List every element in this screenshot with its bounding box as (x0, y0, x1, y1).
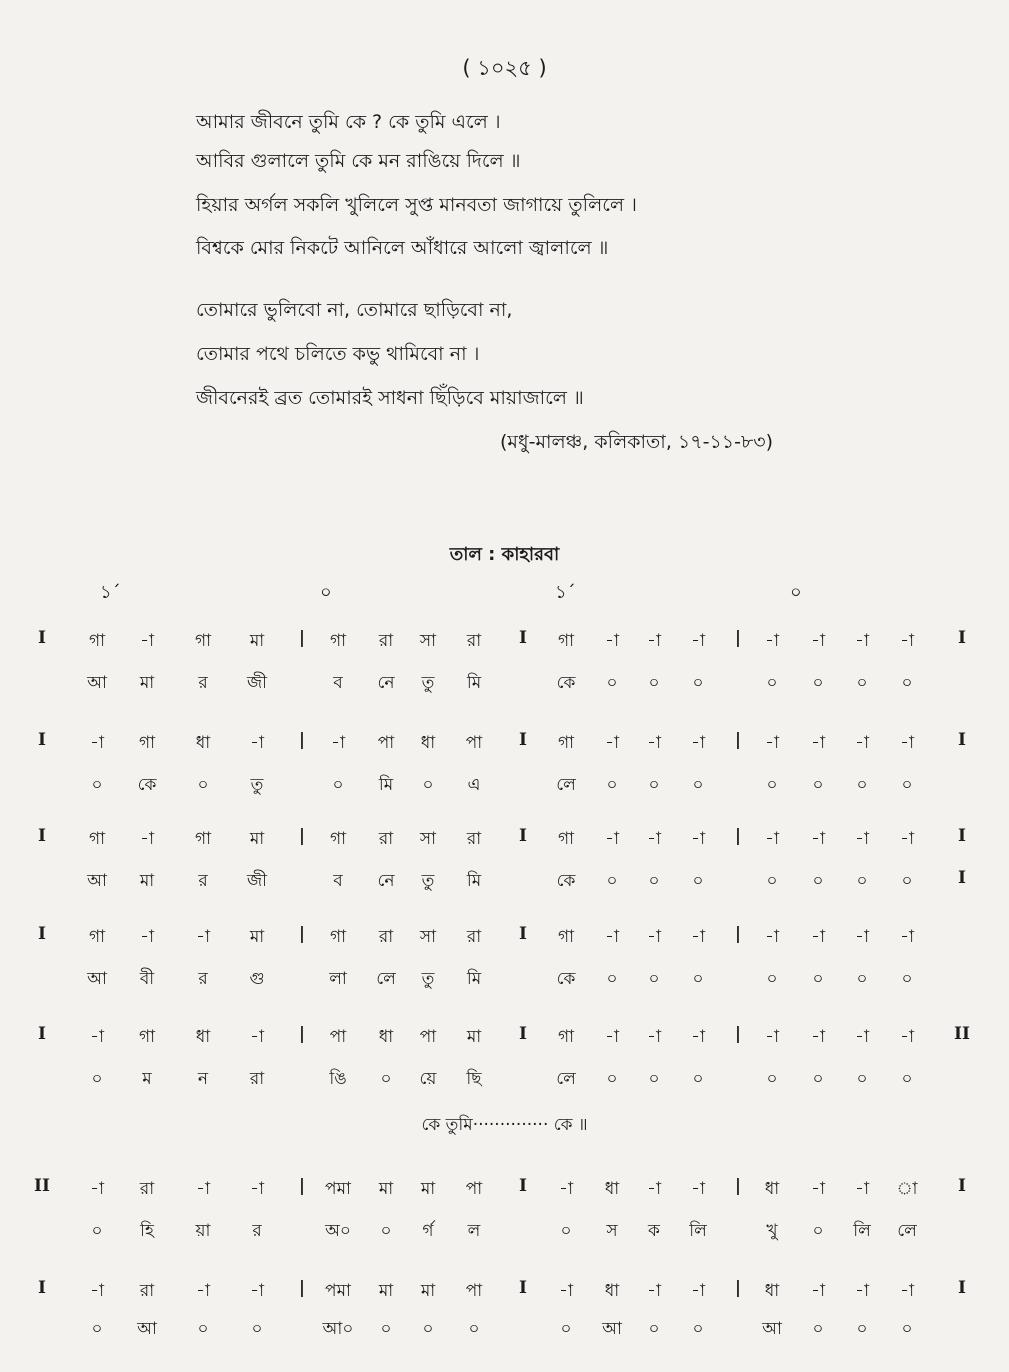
swar-note: -া (900, 631, 914, 651)
swar-note: -া (647, 1027, 661, 1047)
swar-note: -া (647, 1281, 661, 1301)
swar-note: -া (196, 1281, 210, 1301)
lyric-syllable: তু (250, 775, 264, 795)
lyric-syllable: ০ (648, 969, 660, 989)
swar-note: -া (811, 631, 825, 651)
bar-line: I (958, 826, 966, 846)
bar-line: I (38, 1278, 46, 1298)
stanza1-line-2: আবির গুলালে তুমি কে মন রাঙিয়ে দিলে ॥ (196, 150, 521, 172)
lyric-syllable: আ (87, 969, 107, 989)
lyric-syllable: ০ (766, 775, 778, 795)
swar-note: মা (249, 927, 265, 947)
swar-note: -া (647, 733, 661, 753)
swar-note: পা (465, 1179, 483, 1199)
swar-note: -া (140, 829, 154, 849)
lyric-syllable: অ০ (325, 1221, 351, 1241)
swar-note: গা (329, 927, 347, 947)
swar-note: -া (250, 733, 264, 753)
bar-line: I (519, 1278, 527, 1298)
swar-note: মা (378, 1281, 394, 1301)
lyric-row (0, 1316, 1009, 1350)
lyric-syllable: ০ (422, 1319, 434, 1339)
swar-note: -া (765, 829, 779, 849)
bar-line: I (958, 1176, 966, 1196)
swar-note: -া (811, 733, 825, 753)
lyric-syllable: ০ (812, 1221, 824, 1241)
swar-note: -া (559, 1281, 573, 1301)
lyric-syllable: ০ (766, 969, 778, 989)
bar-line: | (734, 1176, 742, 1196)
lyric-syllable: রা (249, 1069, 265, 1089)
swar-note: পা (419, 1027, 437, 1047)
lyric-syllable: মি (466, 871, 482, 891)
swar-note: গা (557, 733, 575, 753)
page-number: ( ১০২৫ ) (462, 56, 547, 80)
beat-marker: ১´ (100, 582, 121, 603)
lyric-syllable: ০ (856, 1069, 868, 1089)
bar-line: I (958, 868, 966, 888)
swar-note: -া (140, 631, 154, 651)
swar-row (0, 730, 1009, 764)
swar-note: -া (691, 927, 705, 947)
lyric-syllable: য়ে (419, 1069, 437, 1089)
swar-note: -া (855, 733, 869, 753)
swar-note: রা (466, 631, 482, 651)
lyric-syllable: ০ (901, 1069, 913, 1089)
swar-note: পা (329, 1027, 347, 1047)
swar-note: ধা (195, 1027, 211, 1047)
lyric-syllable: ০ (812, 775, 824, 795)
lyric-syllable: ০ (812, 969, 824, 989)
swar-note: -া (811, 927, 825, 947)
lyric-syllable: মি (466, 673, 482, 693)
lyric-syllable: বী (139, 969, 155, 989)
lyric-row (0, 670, 1009, 704)
swar-row (0, 1176, 1009, 1210)
lyric-syllable: জী (246, 871, 268, 891)
swar-note: -া (559, 1179, 573, 1199)
swar-note: -া (855, 1179, 869, 1199)
swar-note: পমা (325, 1281, 351, 1301)
lyric-syllable: মি (378, 775, 394, 795)
lyric-syllable: ০ (856, 775, 868, 795)
lyric-syllable: ০ (332, 775, 344, 795)
lyric-syllable: ০ (91, 1319, 103, 1339)
swar-note: মা (249, 631, 265, 651)
lyric-syllable: ০ (648, 1319, 660, 1339)
swar-note: রা (139, 1179, 155, 1199)
swar-note: -া (250, 1027, 264, 1047)
lyric-syllable: লে (897, 1221, 917, 1241)
swar-note: -া (765, 631, 779, 651)
lyric-syllable: ০ (812, 1069, 824, 1089)
swar-note: -া (900, 733, 914, 753)
bar-line: | (734, 924, 742, 944)
lyric-row (0, 1218, 1009, 1252)
swar-note: গা (88, 631, 106, 651)
lyric-syllable: জী (246, 673, 268, 693)
lyric-syllable: লা (329, 969, 347, 989)
lyric-syllable: ন (197, 1069, 209, 1089)
refrain-line: কে তুমি·············· কে ॥ (421, 1115, 588, 1135)
swar-note: সা (419, 927, 437, 947)
swar-note: পা (377, 733, 395, 753)
swar-note: -া (900, 927, 914, 947)
swar-note: -া (196, 927, 210, 947)
lyric-syllable: লি (853, 1221, 871, 1241)
bar-line: | (298, 1024, 306, 1044)
swar-row (0, 924, 1009, 958)
lyric-syllable: কে (556, 969, 576, 989)
beat-marker: ১´ (555, 582, 576, 603)
bar-line: I (38, 1024, 46, 1044)
lyric-syllable: ০ (856, 673, 868, 693)
swar-note: ধা (604, 1281, 620, 1301)
signature: (মধু-মালঞ্চ, কলিকাতা, ১৭-১১-৮৩) (500, 431, 774, 453)
lyric-syllable: ০ (380, 1069, 392, 1089)
lyric-syllable: কে (556, 871, 576, 891)
lyric-syllable: ০ (197, 775, 209, 795)
swar-note: গা (88, 927, 106, 947)
swar-note: গা (194, 829, 212, 849)
bar-line: I (958, 730, 966, 750)
lyric-syllable: ০ (606, 775, 618, 795)
swar-note: ধা (378, 1027, 394, 1047)
bar-line: I (38, 924, 46, 944)
lyric-syllable: ০ (812, 1319, 824, 1339)
swar-note: সা (419, 631, 437, 651)
lyric-syllable: ম (142, 1069, 152, 1089)
swar-note: -া (765, 927, 779, 947)
bar-line: | (298, 730, 306, 750)
lyric-syllable: ০ (606, 1069, 618, 1089)
swar-note: গা (329, 631, 347, 651)
lyric-syllable: ০ (468, 1319, 480, 1339)
swar-note: -া (196, 1179, 210, 1199)
lyric-syllable: কে (556, 673, 576, 693)
swar-note: -া (250, 1281, 264, 1301)
lyric-syllable: ০ (251, 1319, 263, 1339)
stanza2-line-1: তোমারে ভুলিবো না, তোমারে ছাড়িবো না, (196, 299, 513, 321)
lyric-syllable: আ (762, 1319, 782, 1339)
swar-note: গা (557, 829, 575, 849)
bar-line: | (298, 826, 306, 846)
lyric-syllable: ০ (606, 969, 618, 989)
swar-note: -া (765, 733, 779, 753)
swar-note: -া (855, 927, 869, 947)
lyric-syllable: ০ (856, 871, 868, 891)
stanza1-line-3: হিয়ার অর্গল সকলি খুলিলে সুপ্ত মানবতা জাগায়ে তুলিলে । (196, 194, 637, 216)
swar-note: -া (900, 1281, 914, 1301)
swar-note: -া (90, 1179, 104, 1199)
swar-note: -া (331, 733, 345, 753)
swar-note: গা (194, 631, 212, 651)
swar-row (0, 826, 1009, 860)
lyric-syllable: তু (421, 969, 435, 989)
swar-note: -া (90, 1281, 104, 1301)
lyric-row (0, 966, 1009, 1000)
swar-note: ধা (764, 1281, 780, 1301)
stanza1-line-4: বিশ্বকে মোর নিকটে আনিলে আঁধারে আলো জ্বালালে ॥ (196, 237, 609, 259)
lyric-syllable: র্গ (422, 1221, 434, 1241)
lyric-syllable: ০ (648, 673, 660, 693)
lyric-syllable: ০ (901, 871, 913, 891)
swar-note: মা (378, 1179, 394, 1199)
lyric-syllable: ০ (606, 673, 618, 693)
lyric-syllable: ০ (197, 1319, 209, 1339)
lyric-syllable: মি (466, 969, 482, 989)
swar-note: রা (378, 829, 394, 849)
lyric-syllable: ০ (901, 969, 913, 989)
bar-line: I (519, 826, 527, 846)
bar-line: | (298, 1278, 306, 1298)
lyric-syllable: ০ (766, 1069, 778, 1089)
lyric-syllable: ঙি (329, 1069, 347, 1089)
lyric-syllable: ০ (606, 871, 618, 891)
lyric-syllable: র (198, 969, 208, 989)
swar-note: ধা (195, 733, 211, 753)
swar-row (0, 1024, 1009, 1058)
swar-note: -া (140, 927, 154, 947)
bar-line: | (298, 1176, 306, 1196)
lyric-syllable: ০ (648, 871, 660, 891)
swar-note: -া (811, 1027, 825, 1047)
lyric-syllable: ০ (422, 775, 434, 795)
swar-note: পমা (325, 1179, 351, 1199)
stanza1-line-1: আমার জীবনে তুমি কে ? কে তুমি এলে । (196, 111, 501, 133)
lyric-syllable: ০ (692, 673, 704, 693)
swar-note: -া (855, 1027, 869, 1047)
lyric-syllable: আ (602, 1319, 622, 1339)
lyric-syllable: ০ (812, 871, 824, 891)
swar-note: -া (855, 1281, 869, 1301)
bar-line: I (38, 826, 46, 846)
lyric-row (0, 772, 1009, 806)
lyric-syllable: হি (140, 1221, 154, 1241)
lyric-syllable: য়া (195, 1221, 211, 1241)
lyric-syllable: এ (467, 775, 481, 795)
lyric-syllable: ০ (901, 1319, 913, 1339)
swar-note: -া (605, 927, 619, 947)
swar-note: -া (691, 733, 705, 753)
lyric-syllable: লে (556, 1069, 576, 1089)
swar-note: গা (88, 829, 106, 849)
swar-row (0, 628, 1009, 662)
lyric-syllable: আ০ (322, 1319, 354, 1339)
bar-line: | (734, 730, 742, 750)
swar-note: গা (557, 1027, 575, 1047)
swar-note: ধা (420, 733, 436, 753)
swar-row (0, 1278, 1009, 1312)
swar-note: মা (249, 829, 265, 849)
swar-note: -া (647, 829, 661, 849)
swar-note: -া (605, 631, 619, 651)
bar-line: | (734, 1024, 742, 1044)
lyric-syllable: লি (689, 1221, 707, 1241)
swar-note: মা (420, 1281, 436, 1301)
swar-note: -া (691, 1027, 705, 1047)
bar-line: | (734, 1278, 742, 1298)
lyric-syllable: তু (421, 871, 435, 891)
swar-note: -া (250, 1179, 264, 1199)
lyric-syllable: ০ (692, 871, 704, 891)
swar-note: ধা (764, 1179, 780, 1199)
lyric-syllable: ০ (648, 775, 660, 795)
swar-note: -া (691, 1179, 705, 1199)
lyric-syllable: আ (137, 1319, 157, 1339)
bar-line: I (519, 924, 527, 944)
lyric-syllable: আ (87, 673, 107, 693)
lyric-syllable: ০ (766, 673, 778, 693)
lyric-syllable: ০ (692, 969, 704, 989)
swar-note: রা (466, 927, 482, 947)
lyric-syllable: নে (377, 673, 395, 693)
swar-note: রা (378, 631, 394, 651)
swar-note: া (896, 1179, 918, 1199)
swar-note: -া (811, 829, 825, 849)
swar-note: সা (419, 829, 437, 849)
beat-marker: ০ (320, 582, 332, 603)
swar-note: -া (691, 1281, 705, 1301)
bar-line: I (519, 628, 527, 648)
lyric-syllable: র (252, 1221, 262, 1241)
lyric-row (0, 1066, 1009, 1100)
lyric-syllable: ০ (91, 775, 103, 795)
lyric-syllable: ০ (91, 1221, 103, 1241)
lyric-syllable: ০ (560, 1319, 572, 1339)
swar-note: ধা (604, 1179, 620, 1199)
swar-note: গা (329, 829, 347, 849)
bar-line: I (958, 628, 966, 648)
swar-note: -া (90, 733, 104, 753)
lyric-syllable: কে (137, 775, 157, 795)
lyric-syllable: ০ (380, 1221, 392, 1241)
lyric-syllable: র (198, 673, 208, 693)
lyric-syllable: আ (87, 871, 107, 891)
taal-heading: তাল : কাহারবা (449, 544, 560, 565)
bar-line: I (519, 1024, 527, 1044)
bar-line: I (38, 628, 46, 648)
swar-note: পা (465, 733, 483, 753)
swar-note: -া (605, 733, 619, 753)
lyric-syllable: খু (766, 1221, 778, 1241)
bar-line: | (298, 628, 306, 648)
swar-note: -া (647, 927, 661, 947)
bar-line: | (734, 628, 742, 648)
swar-note: রা (139, 1281, 155, 1301)
lyric-syllable: ০ (648, 1069, 660, 1089)
swar-note: -া (90, 1027, 104, 1047)
beat-marker: ০ (790, 582, 802, 603)
bar-line: I (519, 730, 527, 750)
lyric-syllable: লে (556, 775, 576, 795)
bar-line: I (519, 1176, 527, 1196)
swar-note: -া (765, 1027, 779, 1047)
lyric-syllable: ব (333, 871, 343, 891)
swar-note: -া (855, 631, 869, 651)
swar-note: -া (900, 1027, 914, 1047)
swar-note: -া (811, 1179, 825, 1199)
lyric-syllable: ০ (692, 775, 704, 795)
swar-note: রা (466, 829, 482, 849)
swar-note: -া (605, 1027, 619, 1047)
lyric-syllable: মা (139, 673, 155, 693)
lyric-syllable: গু (249, 969, 265, 989)
stanza2-line-2: তোমার পথে চলিতে কভু থামিবো না । (196, 343, 480, 365)
swar-note: -া (900, 829, 914, 849)
swar-note: মা (466, 1027, 482, 1047)
swar-note: মা (420, 1179, 436, 1199)
swar-note: গা (138, 1027, 156, 1047)
lyric-syllable: ০ (901, 775, 913, 795)
swar-note: গা (557, 927, 575, 947)
lyric-syllable: ০ (380, 1319, 392, 1339)
lyric-syllable: ব (333, 673, 343, 693)
lyric-row (0, 868, 1009, 902)
swar-note: রা (378, 927, 394, 947)
swar-note: -া (605, 829, 619, 849)
swar-note: -া (691, 829, 705, 849)
swar-note: গা (138, 733, 156, 753)
bar-line: I (958, 1278, 966, 1298)
lyric-syllable: ০ (692, 1069, 704, 1089)
swar-note: -া (647, 1179, 661, 1199)
lyric-syllable: ০ (692, 1319, 704, 1339)
bar-line: II (34, 1176, 50, 1196)
lyric-syllable: ০ (766, 871, 778, 891)
swar-note: -া (855, 829, 869, 849)
bar-line: | (298, 924, 306, 944)
swar-note: -া (691, 631, 705, 651)
lyric-syllable: তু (421, 673, 435, 693)
lyric-syllable: ০ (560, 1221, 572, 1241)
swar-note: পা (465, 1281, 483, 1301)
swar-note: -া (811, 1281, 825, 1301)
lyric-syllable: ০ (901, 673, 913, 693)
bar-line: I (38, 730, 46, 750)
lyric-syllable: স (606, 1221, 618, 1241)
bar-line: II (954, 1024, 970, 1044)
lyric-syllable: ০ (91, 1069, 103, 1089)
lyric-syllable: ০ (856, 969, 868, 989)
swar-note: -া (647, 631, 661, 651)
lyric-syllable: মা (139, 871, 155, 891)
lyric-syllable: ০ (812, 673, 824, 693)
bar-line: | (734, 826, 742, 846)
lyric-syllable: র (198, 871, 208, 891)
lyric-syllable: ক (648, 1221, 660, 1241)
swar-note: গা (557, 631, 575, 651)
lyric-syllable: লে (376, 969, 396, 989)
lyric-syllable: নে (377, 871, 395, 891)
lyric-syllable: ছি (466, 1069, 482, 1089)
lyric-syllable: ০ (856, 1319, 868, 1339)
stanza2-line-3: জীবনেরই ব্রত তোমারই সাধনা ছিঁড়িবে মায়াজালে ॥ (196, 387, 584, 409)
lyric-syllable: ল (467, 1221, 481, 1241)
